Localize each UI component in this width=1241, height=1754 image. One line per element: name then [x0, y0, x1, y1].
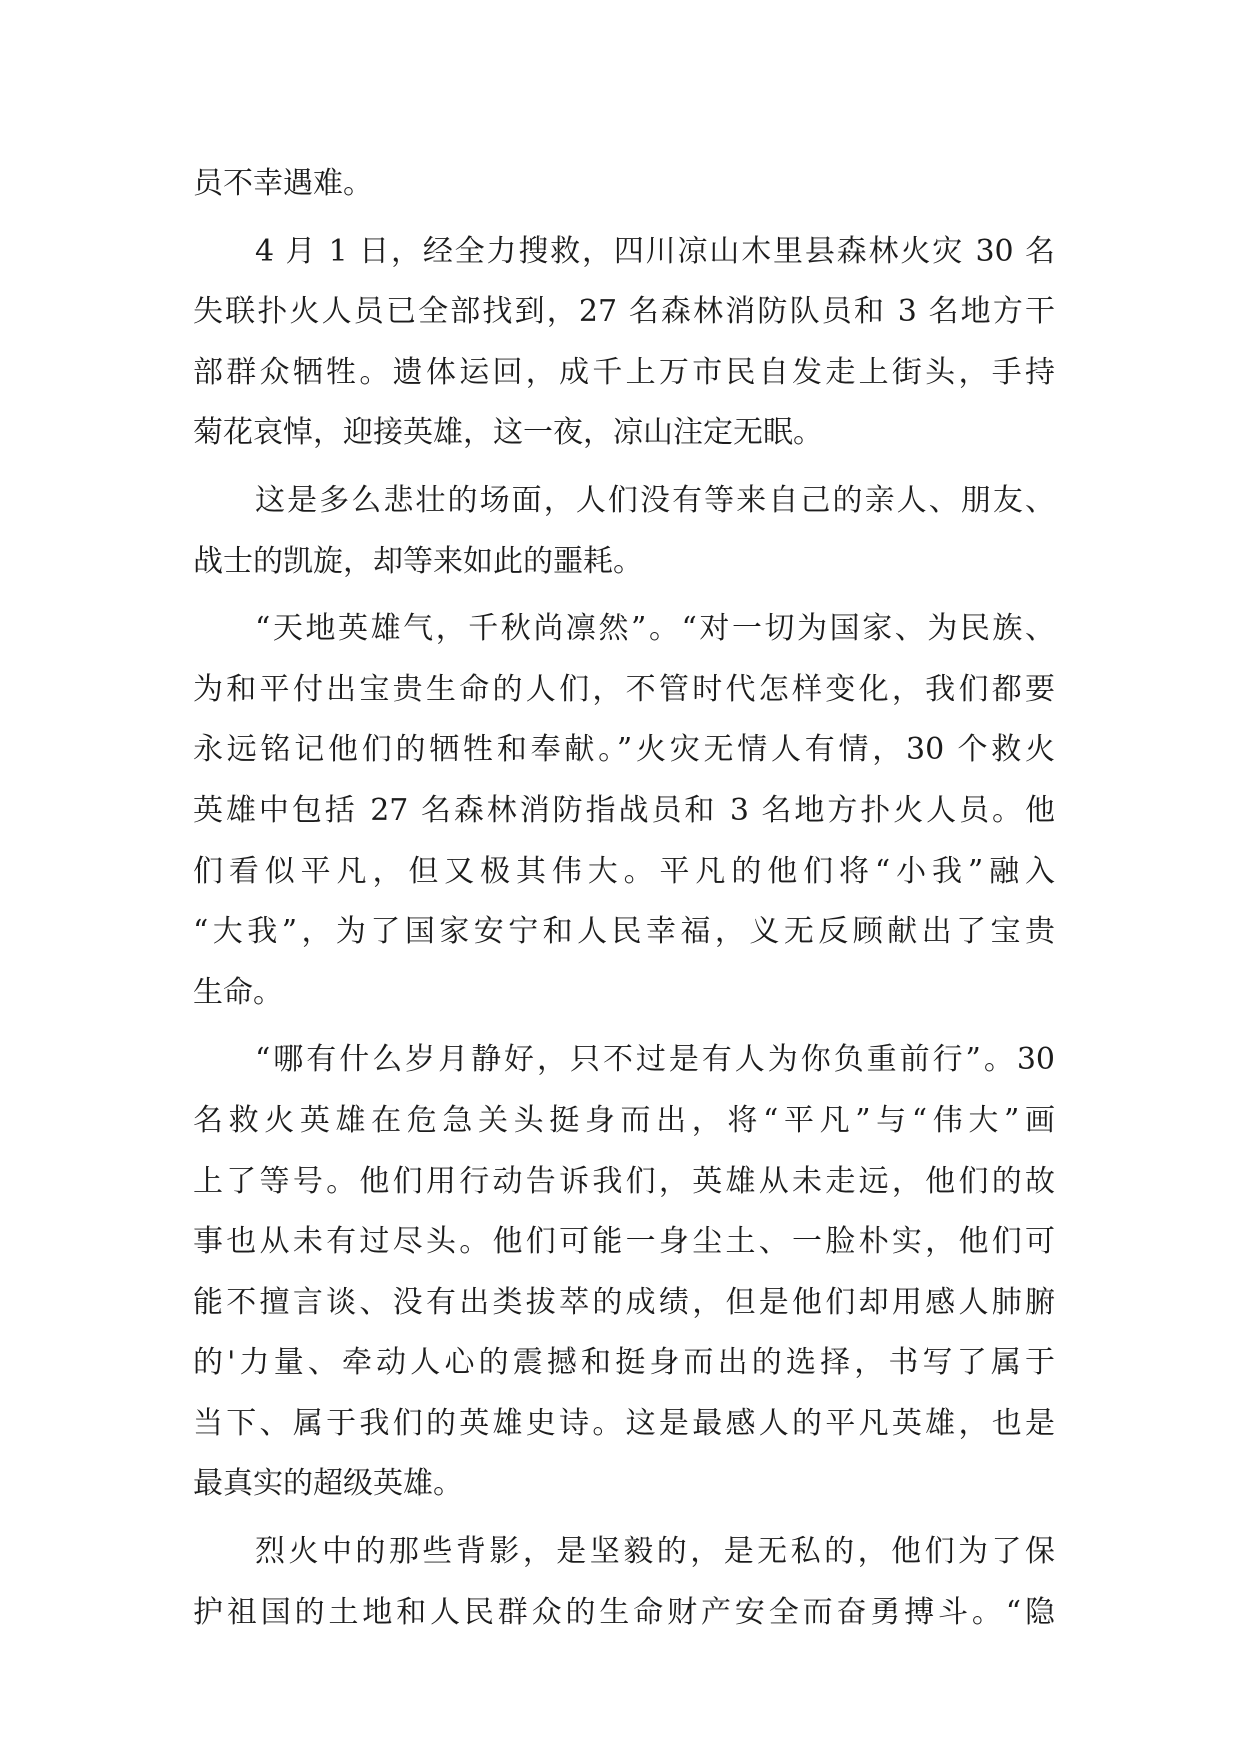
text-line: 这是多么悲壮的场面，人们没有等来自己的亲人、朋友、: [255, 482, 1055, 518]
text-line: 4 月 1 日，经全力搜救，四川凉山木里县森林火灾 30 名: [255, 233, 1055, 269]
text-line: 永远铭记他们的牺牲和奉献。”火灾无情人有情，30 个救火: [193, 732, 1055, 768]
text-line: “大我”，为了国家安宁和人民幸福，义无反顾献出了宝贵: [193, 914, 1055, 950]
text-line: “天地英雄气，千秋尚凛然”。“对一切为国家、为民族、: [255, 611, 1055, 647]
text-line: 名救火英雄在危急关头挺身而出，将“平凡”与“伟大”画: [193, 1102, 1055, 1138]
text-line: 的'力量、牵动人心的震撼和挺身而出的选择，书写了属于: [193, 1345, 1055, 1381]
text-line: 菊花哀悼，迎接英雄，这一夜，凉山注定无眠。: [193, 415, 823, 451]
body-text: [193, 154, 1055, 1643]
text-line: 上了等号。他们用行动告诉我们，英雄从未走远，他们的故: [193, 1163, 1055, 1199]
text-line: 们看似平凡，但又极其伟大。平凡的他们将“小我”融入: [193, 853, 1055, 889]
text-line: 失联扑火人员已全部找到，27 名森林消防队员和 3 名地方干: [193, 294, 1055, 330]
text-line: 员不幸遇难。: [193, 166, 373, 201]
text-line: 护祖国的土地和人民群众的生命财产安全而奋勇搏斗。“隐: [193, 1594, 1055, 1630]
text-line: 部群众牺牲。遗体运回，成千上万市民自发走上街头，手持: [193, 354, 1055, 390]
text-line: 最真实的超级英雄。: [193, 1466, 463, 1502]
text-line: 英雄中包括 27 名森林消防指战员和 3 名地方扑火人员。他: [193, 792, 1055, 828]
text-line: 当下、属于我们的英雄史诗。这是最感人的平凡英雄，也是: [193, 1405, 1055, 1441]
text-line: 生命。: [193, 974, 283, 1010]
text-line: 事也从未有过尽头。他们可能一身尘土、一脸朴实，他们可: [193, 1224, 1055, 1260]
text-line: 烈火中的那些背影，是坚毅的，是无私的，他们为了保: [255, 1534, 1055, 1570]
text-line: “哪有什么岁月静好，只不过是有人为你负重前行”。30: [255, 1042, 1055, 1078]
text-line: 为和平付出宝贵生命的人们，不管时代怎样变化，我们都要: [193, 671, 1055, 707]
text-line: 战士的凯旋，却等来如此的噩耗。: [193, 543, 643, 579]
text-line: 能不擅言谈、没有出类拔萃的成绩，但是他们却用感人肺腑: [193, 1284, 1055, 1320]
